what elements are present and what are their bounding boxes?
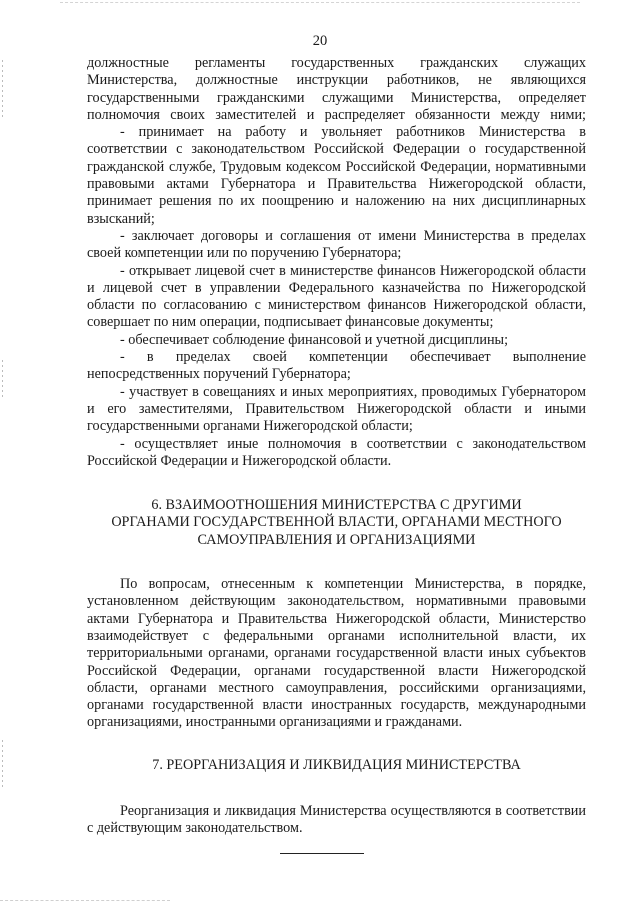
scan-left-edge-mark bbox=[2, 360, 3, 400]
scan-left-edge-mark bbox=[2, 740, 3, 790]
list-item: - открывает лицевой счет в министерстве финансов Нижегородской области и лицевой счет в управлении Федерального казначейства по Нижегородской области по согласованию с министерством финансов Нижегородской области, совершает по ним операции, подписывает финансовые документы; bbox=[87, 262, 586, 331]
section-6-body: По вопросам, отнесенным к компетенции Министерства, в порядке, установленном действующим законодательством, нормативными правовыми актами Губернатора и Правительства Нижегородской области, Министерство взаимодействует с федеральными органами исполнительной власти, их территориальными органами, органами государственной власти иных субъектов Российской Федерации, органами государственной власти Нижегородской области, органами местного самоуправления, российскими организациями, органами государственной власти иностранных государств, международными организациями, иностранными организациями и гражданами. bbox=[87, 576, 586, 731]
list-item: - в пределах своей компетенции обеспечивает выполнение непосредственных поручений Губернатора; bbox=[87, 349, 586, 383]
section-6-heading bbox=[87, 497, 586, 549]
list-item: - обеспечивает соблюдение финансовой и учетной дисциплины; bbox=[120, 331, 509, 348]
list-item: - осуществляет иные полномочия в соответствии с законодательством Российской Федерации и Нижегородской области. bbox=[87, 435, 586, 469]
section-heading-line: 6. ВЗАИМООТНОШЕНИЯ МИНИСТЕРСТВА С ДРУГИМИ bbox=[151, 497, 522, 514]
scan-bottom-edge bbox=[0, 900, 170, 901]
section-heading-line: ОРГАНАМИ ГОСУДАРСТВЕННОЙ ВЛАСТИ, ОРГАНАМИ МЕСТНОГО bbox=[111, 514, 562, 531]
scan-left-edge-mark bbox=[2, 60, 3, 120]
section-heading-line: САМОУПРАВЛЕНИЯ И ОРГАНИЗАЦИЯМИ bbox=[197, 531, 476, 548]
document-body bbox=[87, 55, 586, 838]
scan-top-edge bbox=[60, 2, 580, 3]
list-item: - участвует в совещаниях и иных мероприятиях, проводимых Губернатором и его заместителями, Правительством Нижегородской области и иными государственными органами Нижегородской области; bbox=[87, 383, 586, 435]
section-7-body: Реорганизация и ликвидация Министерства осуществляются в соответствии с действующим законодательством. bbox=[87, 802, 586, 837]
section-7-heading: 7. РЕОРГАНИЗАЦИЯ И ЛИКВИДАЦИЯ МИНИСТЕРСТВА bbox=[152, 756, 521, 773]
end-of-document-line bbox=[280, 853, 364, 854]
page-number: 20 bbox=[312, 33, 328, 49]
list-item: - принимает на работу и увольняет работников Министерства в соответствии с законодательством Российской Федерации о государственной гражданской службе, Трудовым кодексом Российской Федерации, нормативными правовыми актами Губернатора и Правительства Нижегородской области, принимает решения по их поощрению и наложению на них дисциплинарных взысканий; bbox=[87, 124, 586, 227]
paragraph: должностные регламенты государственных гражданских служащих Министерства, должностные инструкции работников, не являющихся государственными гражданскими служащими Министерства, определяет полномочия своих заместителей и распределяет обязанности между ними; bbox=[87, 55, 586, 123]
list-item: - заключает договоры и соглашения от имени Министерства в пределах своей компетенции или по поручению Губернатора; bbox=[87, 227, 586, 262]
